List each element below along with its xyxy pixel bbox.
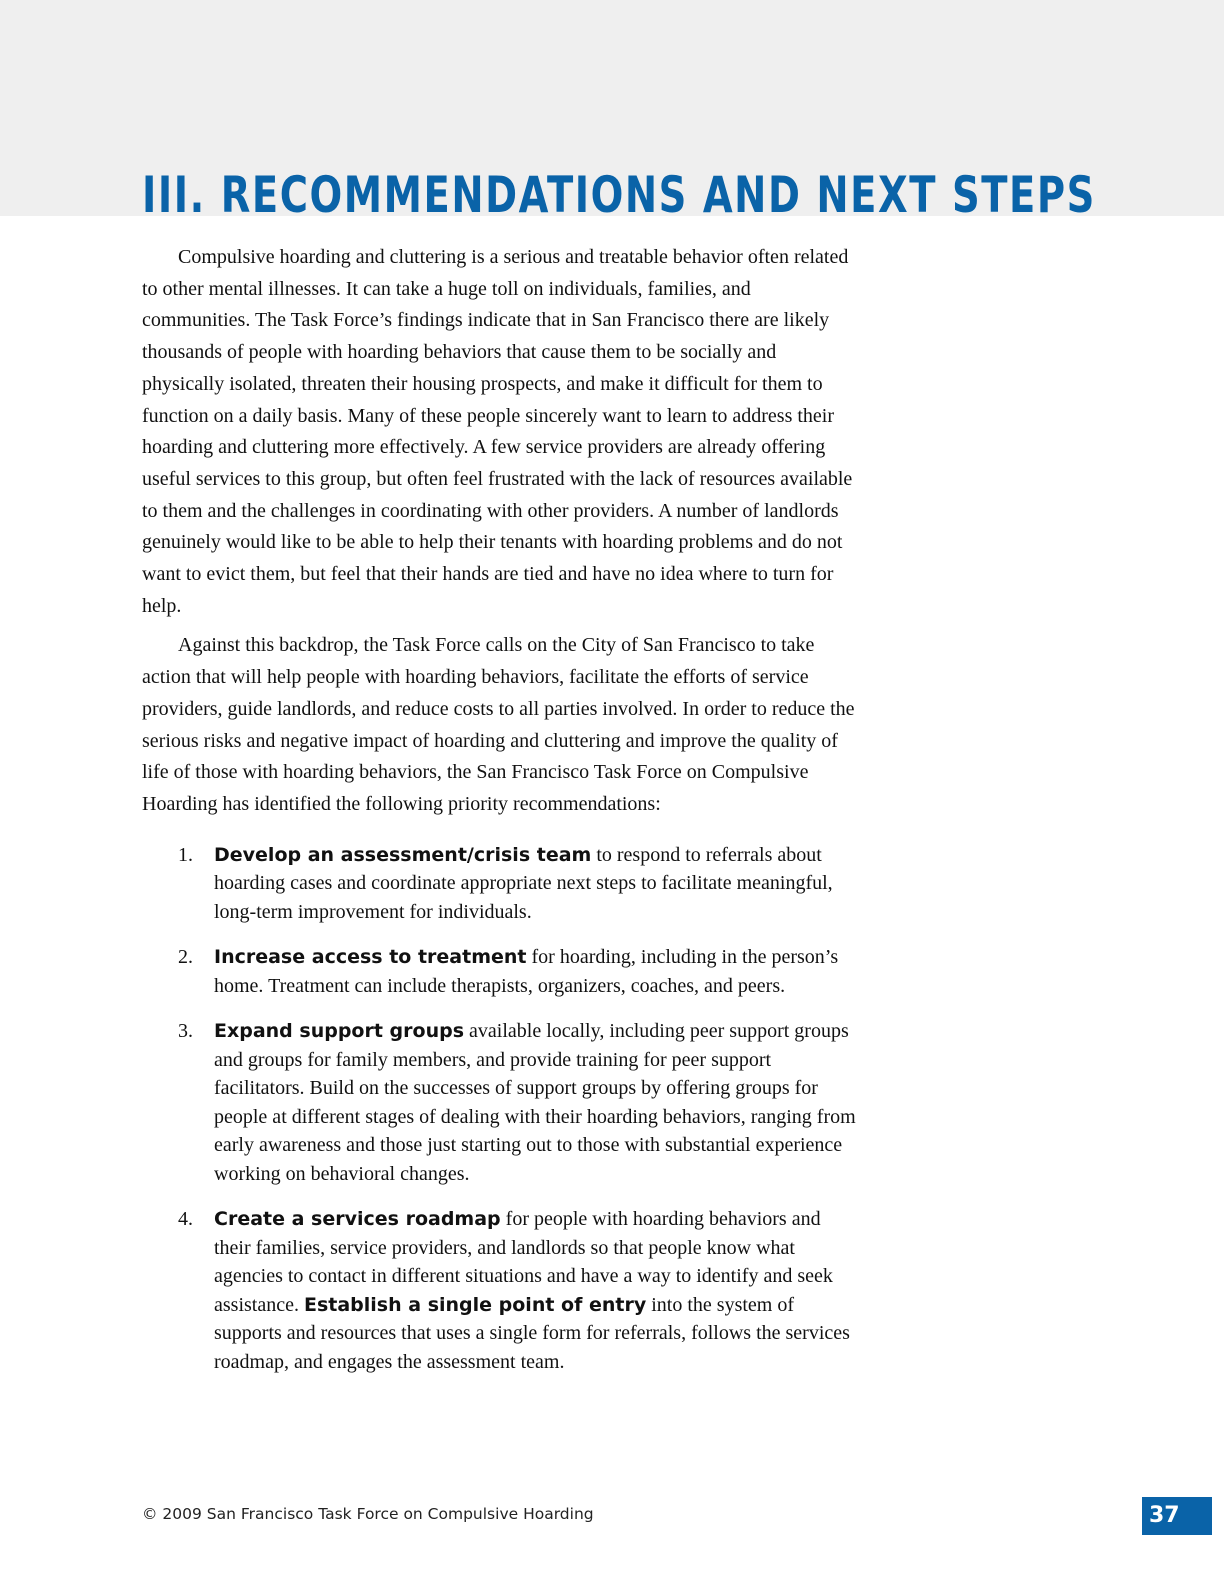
paragraph-intro: Compulsive hoarding and cluttering is a serious and treatable behavior often related to other mental illnesses. It can take a huge toll on individuals, families, and communities. The Task Force’s findings indicate that in San Francisco there are likely thousands of people with hoarding behaviors that cause them to be socially and physically isolated, threaten their housing prospects, and make it difficult for them to function on a daily basis. Many of these people sincerely want to learn to address their hoarding and cluttering more effectively. A few service providers are already offering useful services to this group, but often feel frustrated with the lack of resources available to them and the challenges in coordinating with other providers. A number of landlords genuinely would like to be able to help their tenants with hoarding problems and do not want to evict them, but feel that their hands are tied and have no idea where to turn for help. <box>142 246 853 617</box>
list-item-text: for people with hoarding behaviors and their families, service providers, and landlords so that people know what agencies to contact in different situations and have a way to identify and seek assistance. <box>214 1208 833 1316</box>
list-item <box>142 841 862 927</box>
list-item-heading: Create a services roadmap <box>214 1208 501 1231</box>
list-item-number: 2. <box>178 946 193 969</box>
page-title: III. RECOMMENDATIONS AND NEXT STEPS <box>142 166 1096 224</box>
list-item-number: 3. <box>178 1020 193 1043</box>
list-item <box>142 1205 862 1376</box>
list-item-text: for hoarding, including in the person’s home. Treatment can include therapists, organizers, coaches, and peers. <box>214 946 839 997</box>
list-item-heading: Increase access to treatment <box>214 946 527 969</box>
list-item-heading: Develop an assessment/crisis team <box>214 843 592 866</box>
list-item-heading: Expand support groups <box>214 1020 465 1043</box>
list-item-number: 1. <box>178 843 193 866</box>
list-item-text-secondary: into the system of supports and resources that uses a single form for referrals, follows the services roadmap, and engages the assessment team. <box>214 1293 850 1373</box>
list-item <box>142 1017 862 1188</box>
list-item <box>142 943 862 1000</box>
paragraph-backdrop: Against this backdrop, the Task Force calls on the City of San Francisco to take action that will help people with hoarding behaviors, facilitate the efforts of service providers, guide landlords, and reduce costs to all parties involved. In order to reduce the serious risks and negative impact of hoarding and cluttering and improve the quality of life of those with hoarding behaviors, the San Francisco Task Force on Compulsive Hoarding has identified the following priority recommendations: <box>142 634 855 815</box>
body-text <box>142 242 862 1393</box>
list-item-heading-secondary: Establish a single point of entry <box>303 1293 647 1316</box>
list-item-text: available locally, including peer support groups and groups for family members, and provide training for peer support facilitators. Build on the successes of support groups by offering groups for people at different stages of dealing with their hoarding behaviors, ranging from early awareness and those just starting out to those with substantial experience working on behavioral changes. <box>214 1020 856 1185</box>
list-item-number: 4. <box>178 1208 193 1231</box>
footer-copyright: © 2009 San Francisco Task Force on Compulsive Hoarding <box>142 1505 594 1523</box>
recommendations-list <box>142 841 862 1377</box>
list-item-text: to respond to referrals about hoarding cases and coordinate appropriate next steps to facilitate meaningful, long-term improvement for individuals. <box>214 843 833 923</box>
page-number: 37 <box>1142 1497 1212 1535</box>
